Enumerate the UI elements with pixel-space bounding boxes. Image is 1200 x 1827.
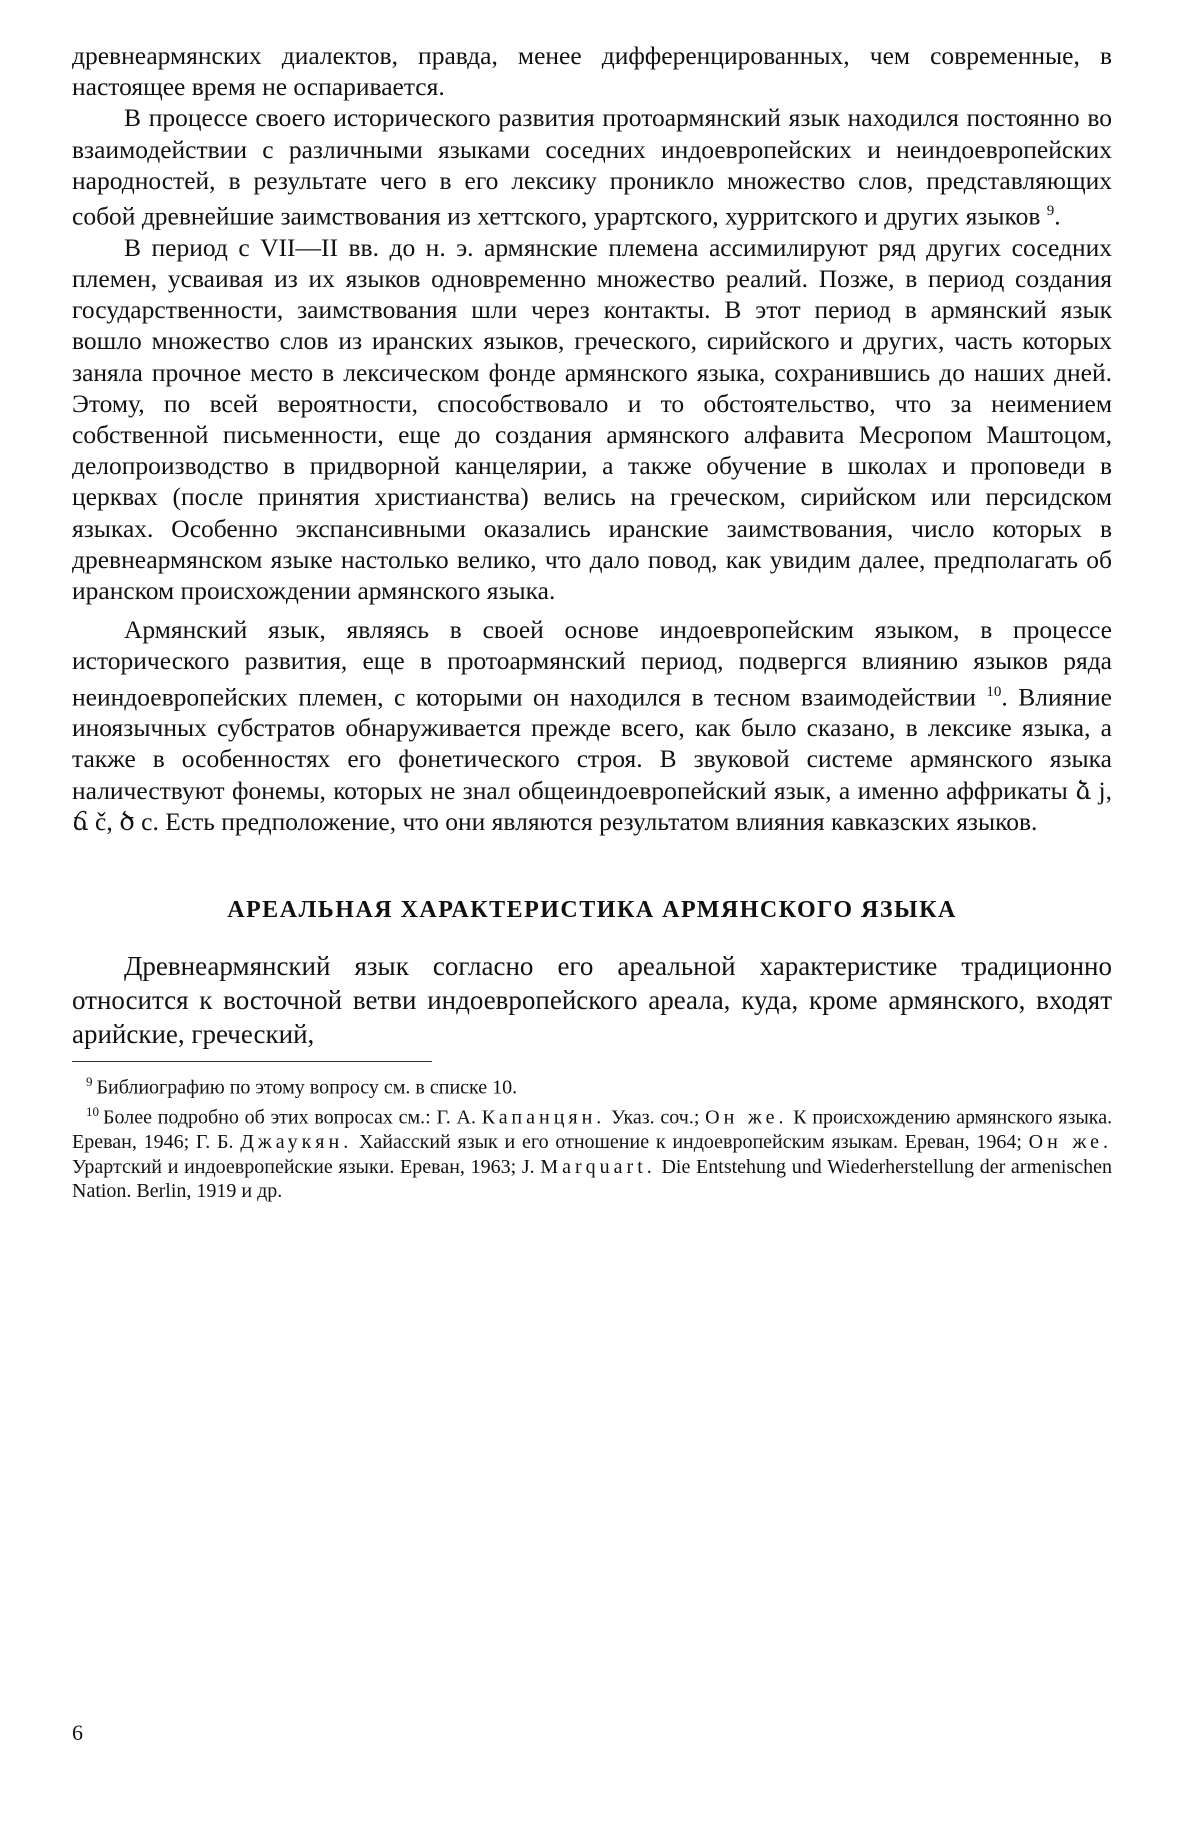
paragraph-borrowings: В период с VII—II вв. до н. э. армянские племена ассимилируют ряд других соседних племен, усваивая из их языков одновременно множество реалий. Позже, в период создания государственности, заимствования шли через контакты. В этот период в армянский язык вошло множество слов из иранских языков, греческого, сирийского и других, часть которых заняла прочное место в лексическом фонде армянского языка, сохранившись до наших дней. Этому, по всей вероятности, способствовало и то обстоятельство, что за неимением собственной письменности, еще до создания армянского алфавита Месропом Маштоцом, делопроизводство в придворной канцелярии, а также обучение в школах и проповеди в церквах (после принятия христианства) велись на греческом, сирийском или персидском языках. Особенно экспансивными оказались иранские заимствования, число которых в древнеармянском языке настолько велико, что дало повод, как увидим далее, предполагать об иранском происхождении армянского языка. xyxy=(72,232,1112,605)
section-text xyxy=(72,949,1112,1051)
paragraph-protoarmenian-contacts: В процессе своего исторического развития протоармянский язык находился постоянно во взаимодействии с различными языками соседних индоевропейских и неиндоевропейских народностей, в результате чего в его лексику проникло множество слов, представляющих собой древнейшие заимствования из хеттского, урартского, хурритского и других языков $^9$. xyxy=(72,103,1112,231)
section-heading: АРЕАЛЬНАЯ ХАРАКТЕРИСТИКА АРМЯНСКОГО ЯЗЫКА xyxy=(227,897,957,924)
footnote-ref-9[interactable]: 9 xyxy=(1046,203,1055,220)
footnotes xyxy=(72,1070,1112,1204)
footnote-separator xyxy=(72,1061,432,1062)
paragraph-areal: Древнеармянский язык согласно его ареальной характеристике традиционно относится к восточной ветви индоевропейского ареала, куда, кроме армянского, входят арийские, греческий, xyxy=(72,951,1112,1050)
page-number: 6 xyxy=(72,1720,83,1745)
footnote-10: $^{10}$ Более подробно об этих вопросах см.: Г. А. Капанцян. Указ. соч.; Он же. К происхождению армянского языка. Ереван, 1946; Г. Б. Джаукян. Хайасский язык и его отношение к индоевропейским языкам. Ереван, 1964; Он же. Урартский и индоевропейские языки. Ереван, 1963; J. Marquart. Die Entstehung und Wiederherstellung der armenischen Nation. Berlin, 1919 и др. xyxy=(72,1104,1113,1203)
footnote-9: $^9$ Библиографию по этому вопросу см. в списке 10. xyxy=(86,1074,518,1099)
main-text xyxy=(72,40,1112,837)
paragraph-continuation: древнеармянских диалектов, правда, менее дифференцированных, чем современные, в настоящее время не оспаривается. xyxy=(72,41,1112,102)
book-page xyxy=(72,40,1112,1204)
footnote-ref-10[interactable]: 10 xyxy=(986,683,1002,700)
paragraph-substrates: Армянский язык, являясь в своей основе индоевропейским языком, в процессе исторического развития, еще в протоармянский период, подвергся влиянию языков ряда неиндоевропейских племен, с которыми он находился в тесном взаимодействии $^{10}$. Влияние иноязычных субстратов обнаруживается прежде всего, как было сказано, в лексике языка, а также в особенностях его фонетического строя. В звуковой системе армянского языка наличествуют фонемы, которых не знал общеиндоевропейский язык, а именно аффрикаты ձ j, ճ č, ծ c. Есть предположение, что они являются результатом влияния кавказских языков. xyxy=(72,615,1112,836)
